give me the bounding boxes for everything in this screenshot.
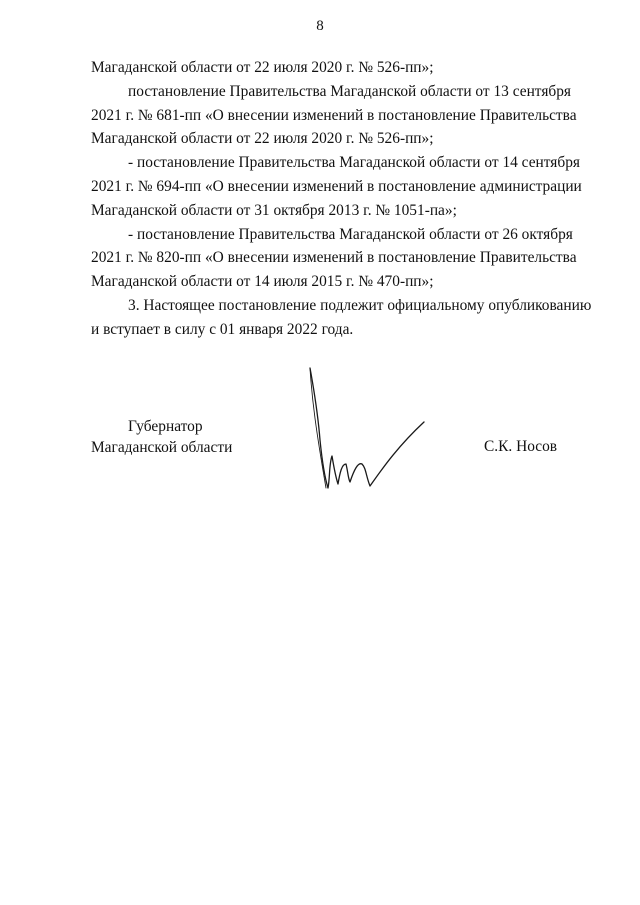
text-line: - постановление Правительства Магаданской области от 14 сентября	[128, 154, 580, 172]
text-line: 3. Настоящее постановление подлежит официальному опубликованию	[128, 296, 592, 314]
text-line: 2021 г. № 681-пп «О внесении изменений в постановление Правительства	[91, 106, 577, 124]
paragraph-entry-into-force	[91, 294, 592, 342]
paragraph-decree-681	[91, 80, 577, 151]
signature-stroke	[310, 368, 424, 488]
text-line: Магаданской области от 22 июля 2020 г. № 526-пп»;	[91, 59, 434, 76]
text-line: и вступает в силу с 01 января 2022 года.	[91, 320, 354, 338]
signatory-title	[91, 416, 251, 458]
paragraph-decree-694	[91, 151, 582, 222]
text-line: 2021 г. № 694-пп «О внесении изменений в постановление администрации	[91, 177, 582, 195]
page-number: 8	[316, 18, 324, 34]
text-line: Магаданской области от 22 июля 2020 г. № 526-пп»;	[91, 130, 434, 148]
text-line: Магаданской области от 31 октября 2013 г. № 1051-па»;	[91, 201, 457, 219]
signatory-name: С.К. Носов	[484, 438, 558, 455]
signatory-position: Губернатор	[128, 418, 203, 435]
document-body	[91, 56, 592, 342]
text-line: постановление Правительства Магаданской области от 13 сентября	[128, 82, 572, 100]
paragraph-decree-820	[91, 223, 577, 294]
text-line: 2021 г. № 820-пп «О внесении изменений в постановление Правительства	[91, 249, 577, 267]
signatory-region: Магаданской области	[91, 439, 233, 456]
paragraph-continuation	[91, 56, 559, 80]
handwritten-signature	[296, 360, 436, 500]
text-line: Магаданской области от 14 июля 2015 г. № 470-пп»;	[91, 273, 434, 291]
text-line: - постановление Правительства Магаданской области от 26 октября	[128, 225, 573, 243]
